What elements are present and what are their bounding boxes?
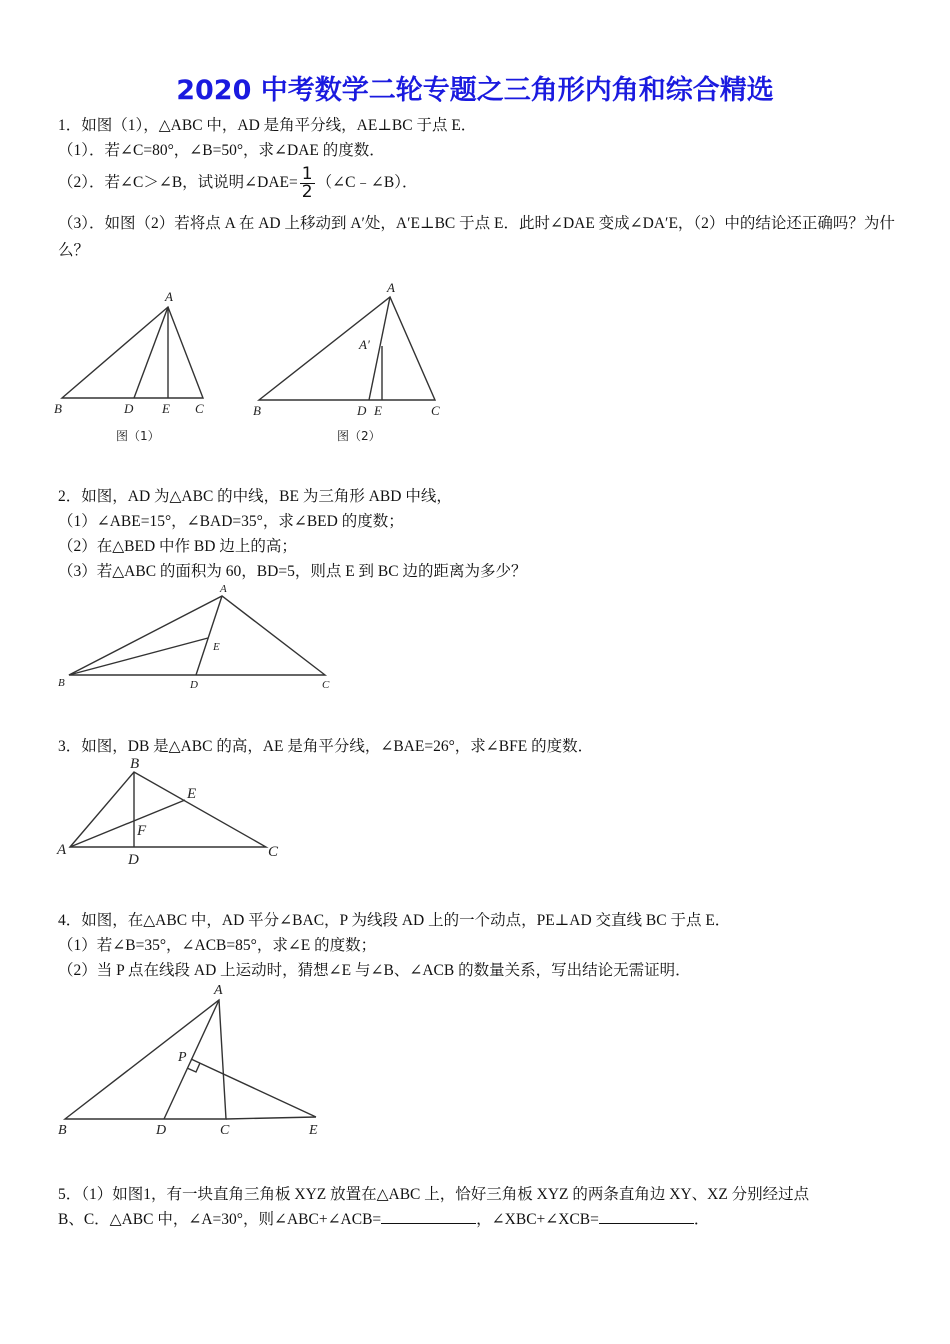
- problem-5-text-b: ，∠XBC+∠XCB=: [476, 1211, 599, 1228]
- problem-1-part-3: （3）．如图（2）若将点 A 在 AD 上移动到 A′处，A′E⊥BC 于点 E．此时∠DAE 变成∠DA′E，（2）中的结论还正确吗？为什么？: [58, 215, 895, 259]
- label-e: E: [162, 401, 170, 416]
- label-e: E: [187, 786, 197, 802]
- label-a: A: [214, 983, 223, 998]
- triangle-abc: [65, 1000, 226, 1119]
- label-a-prime: A′: [359, 337, 370, 352]
- label-e: E: [213, 641, 220, 653]
- problem-5-line-1: 5．（1）如图1，有一块直角三角板 XYZ 放置在△ABC 上，恰好三角板 XYZ 的两条直角边 XY、XZ 分别经过点: [58, 1186, 810, 1203]
- figure-problem-4: [50, 975, 350, 1145]
- problem-2-part-3: （3）若△ABC 的面积为 60，BD=5，则点 E 到 BC 边的距离为多少？: [58, 563, 527, 580]
- figure-2-caption: 图（2）: [337, 429, 381, 443]
- label-d: D: [128, 852, 139, 868]
- label-c: C: [322, 679, 330, 691]
- answer-blank-2[interactable]: [599, 1209, 694, 1224]
- label-d: D: [357, 403, 367, 418]
- fraction-denominator: 2: [301, 182, 313, 202]
- figure-1-caption: 图（1）: [116, 429, 160, 443]
- figure-problem-3: [50, 750, 300, 870]
- problem-5-text-c: ．: [693, 1211, 710, 1228]
- segment-ad: [369, 297, 390, 400]
- problem-4-part-2: （2）当 P 点在线段 AD 上运动时，猜想∠E 与∠B、∠ACB 的数量关系，写出结论无需证明．: [58, 962, 691, 979]
- median-be: [69, 638, 208, 675]
- problem-1-part-2: [58, 166, 417, 201]
- perpendicular-pe: [191, 1059, 316, 1117]
- label-b: B: [130, 756, 140, 772]
- label-a: A: [220, 583, 227, 595]
- triangle-abc: [62, 307, 203, 398]
- problem-5-text-a: B、C．△ABC 中，∠A=30°，则∠ABC+∠ACB=: [58, 1211, 382, 1228]
- label-b: B: [54, 401, 62, 416]
- figure-problem-2: [50, 580, 350, 695]
- label-a: A: [387, 280, 395, 295]
- label-p: P: [178, 1050, 187, 1065]
- label-a: A: [57, 842, 67, 858]
- label-f: F: [137, 823, 147, 839]
- problem-1-part-1: （1）．若∠C=80°，∠B=50°，求∠DAE 的度数．: [58, 142, 385, 159]
- problem-2-stem: 2．如图，AD 为△ABC 的中线，BE 为三角形 ABD 中线，: [58, 488, 452, 505]
- label-c: C: [195, 401, 204, 416]
- triangle-abc: [259, 297, 435, 400]
- problem-2-part-1: （1）∠ABE=15°，∠BAD=35°，求∠BED 的度数；: [58, 513, 404, 530]
- label-a: A: [165, 289, 173, 304]
- label-b: B: [253, 403, 261, 418]
- extension-ce: [226, 1117, 316, 1119]
- triangle-abc: [69, 596, 325, 675]
- figure-2-triangle: [245, 280, 455, 450]
- label-c: C: [220, 1123, 230, 1138]
- fraction-numerator: 1: [301, 164, 313, 184]
- angle-bisector-ad: [134, 307, 168, 398]
- label-e: E: [309, 1123, 318, 1138]
- fraction-one-half: [300, 166, 315, 201]
- label-b: B: [58, 1123, 67, 1138]
- figure-1-triangle: [50, 285, 220, 450]
- problem-1-part-2-suffix: （∠C﹣∠B）．: [316, 174, 418, 192]
- label-b: B: [58, 677, 65, 689]
- problem-2-part-2: （2）在△BED 中作 BD 边上的高；: [58, 538, 297, 555]
- problem-4-stem: 4．如图，在△ABC 中，AD 平分∠BAC，P 为线段 AD 上的一个动点，PE⊥AD 交直线 BC 于点 E．: [58, 912, 731, 929]
- answer-blank-1[interactable]: [381, 1209, 476, 1224]
- label-d: D: [156, 1123, 167, 1138]
- problem-3-stem: 3．如图，DB 是△ABC 的高，AE 是角平分线，∠BAE=26°，求∠BFE 的度数．: [58, 738, 594, 755]
- triangle-abc: [70, 772, 266, 847]
- document-title: 2020 中考数学二轮专题之三角形内角和综合精选: [176, 75, 774, 106]
- problem-4-part-1: （1）若∠B=35°，∠ACB=85°，求∠E 的度数；: [58, 937, 377, 954]
- problem-5-line-2: [58, 1209, 709, 1231]
- label-c: C: [431, 403, 440, 418]
- bisector-ae: [70, 800, 185, 847]
- label-e: E: [374, 403, 382, 418]
- problem-1-part-2-text: （2）．若∠C＞∠B，试说明∠DAE=: [58, 174, 298, 192]
- label-d: D: [190, 679, 198, 691]
- problem-1-stem: 1．如图（1），△ABC 中，AD 是角平分线，AE⊥BC 于点 E．: [58, 117, 477, 134]
- label-c: C: [268, 844, 279, 860]
- label-d: D: [124, 401, 134, 416]
